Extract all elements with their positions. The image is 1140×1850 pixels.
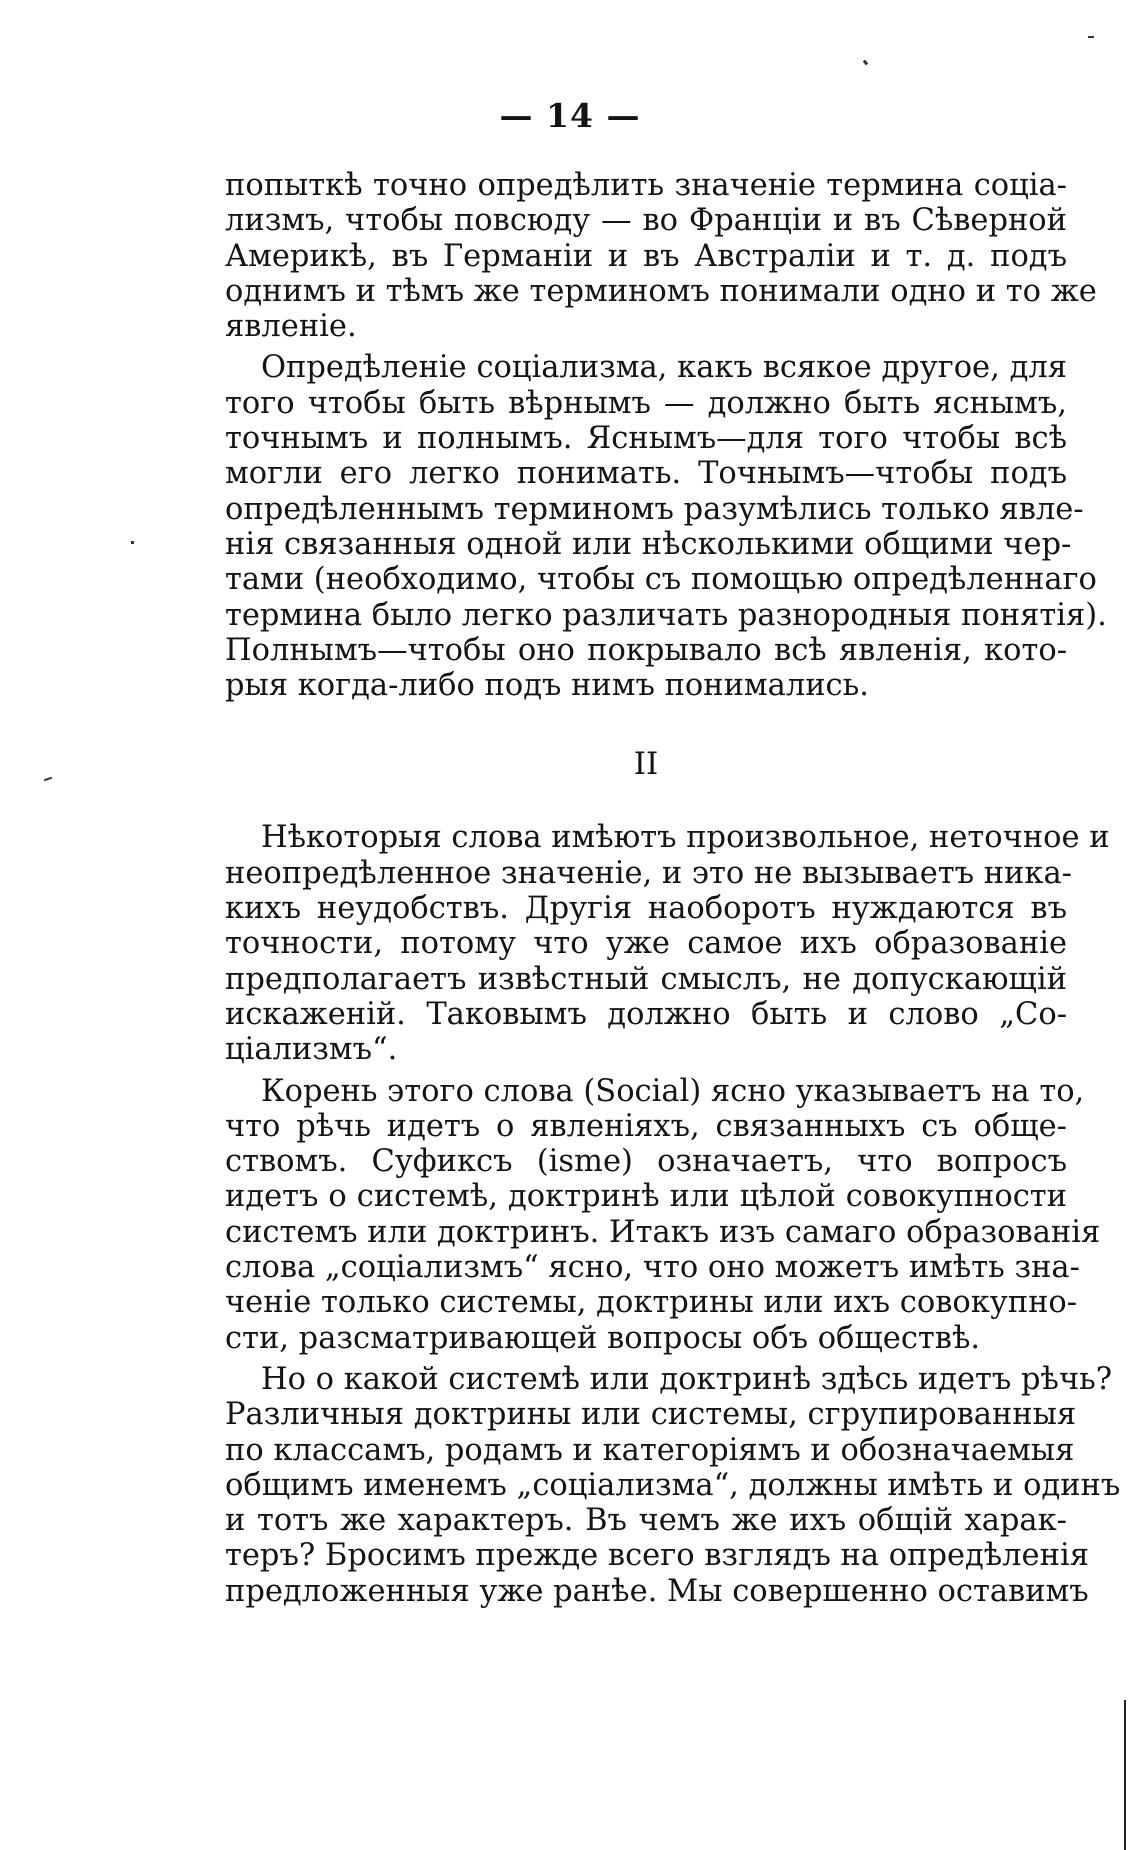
text-line: общимъ именемъ „соціализма“, должны имѣть и одинъ — [225, 1467, 1121, 1503]
text-line: предполагаетъ извѣстный смыслъ, не допускающій — [225, 961, 1067, 997]
text-line: могли его легко понимать. Точнымъ—чтобы подъ — [225, 456, 1067, 492]
text-line: точнымъ и полнымъ. Яснымъ—для того чтобы всѣ — [225, 421, 1067, 457]
text-column — [225, 168, 1121, 1609]
page-edge — [1124, 1700, 1126, 1850]
text-line: точности, потому что уже самое ихъ образованіе — [225, 926, 1067, 962]
text-line: ченіе только системы, доктрины или ихъ совокупно- — [225, 1285, 1078, 1321]
text-line: ствомъ. Суфиксъ (isme) означаетъ, что вопросъ — [225, 1144, 1067, 1180]
scan-speck — [863, 60, 869, 66]
section-heading: II — [633, 746, 659, 783]
text-line: системъ или доктринъ. Итакъ изъ самаго образованія — [225, 1214, 1101, 1250]
paragraph-2 — [225, 350, 1107, 704]
paragraph-4 — [225, 1073, 1101, 1356]
scan-speck — [131, 541, 134, 544]
text-line: Различныя доктрины или системы, сгрупированныя — [225, 1397, 1077, 1433]
text-line: кихъ неудобствъ. Другія наоборотъ нуждаются въ — [225, 891, 1067, 927]
text-line: и тотъ же характеръ. Въ чемъ же ихъ общій харак- — [225, 1503, 1067, 1539]
text-line: идетъ о системѣ, доктринѣ или цѣлой совокупности — [225, 1179, 1067, 1215]
text-line: Нѣкоторыя слова имѣютъ произвольное, неточное и — [261, 820, 1110, 856]
text-line: Опредѣленіе соціализма, какъ всякое другое, для — [261, 350, 1067, 386]
text-line: искаженій. Таковымъ должно быть и слово „Со- — [225, 996, 1067, 1032]
page-number: — 14 — — [499, 96, 641, 135]
text-line: что рѣчь идетъ о явленіяхъ, связанныхъ съ обще- — [225, 1108, 1067, 1144]
paragraph-3 — [225, 820, 1110, 1068]
text-line: сти, разсматривающей вопросы объ обществѣ. — [225, 1320, 981, 1356]
text-line: термина было легко различать разнородныя понятія). — [225, 597, 1107, 633]
text-line: попыткѣ точно опредѣлить значеніе термина соціа- — [225, 168, 1067, 203]
paragraph-5 — [225, 1361, 1121, 1609]
text-line: по классамъ, родамъ и категоріямъ и обозначаемыя — [225, 1432, 1075, 1468]
text-line: Америкѣ, въ Германіи и въ Австраліи и т. д. подъ — [225, 238, 1067, 274]
text-line: теръ? Бросимъ прежде всего взглядъ на опредѣленія — [225, 1538, 1089, 1574]
text-line: явленіе. — [225, 309, 357, 345]
paragraph-1 — [225, 168, 1097, 345]
text-line: опредѣленнымъ терминомъ разумѣлись только явле- — [225, 491, 1084, 527]
text-line: предложенныя уже ранѣе. Мы совершенно оставимъ — [225, 1573, 1089, 1609]
text-line: лизмъ, чтобы повсюду — во Франціи и въ Сѣверной — [225, 203, 1067, 239]
text-line: Полнымъ—чтобы оно покрывало всѣ явленія, кото- — [225, 632, 1067, 668]
text-line: Корень этого слова (Social) ясно указываетъ на то, — [261, 1073, 1085, 1109]
scan-speck — [44, 777, 52, 782]
text-line: слова „соціализмъ“ ясно, что оно можетъ имѣть зна- — [225, 1250, 1080, 1286]
text-line: нія связанныя одной или нѣсколькими общими чер- — [225, 526, 1072, 562]
scan-speck — [1088, 36, 1094, 38]
text-line: однимъ и тѣмъ же терминомъ понимали одно и то же — [225, 273, 1097, 309]
text-line: ціализмъ“. — [225, 1032, 398, 1068]
text-line: неопредѣленное значеніе, и это не вызываетъ никa- — [225, 855, 1072, 891]
text-line: рыя когда-либо подъ нимъ понимались. — [225, 668, 869, 704]
text-line: того чтобы быть вѣрнымъ — должно быть яснымъ, — [225, 385, 1067, 421]
text-line: Но о какой системѣ или доктринѣ здѣсь идетъ рѣчь? — [261, 1361, 1113, 1397]
text-line: тами (необходимо, чтобы съ помощью опредѣленнаго — [225, 562, 1097, 598]
